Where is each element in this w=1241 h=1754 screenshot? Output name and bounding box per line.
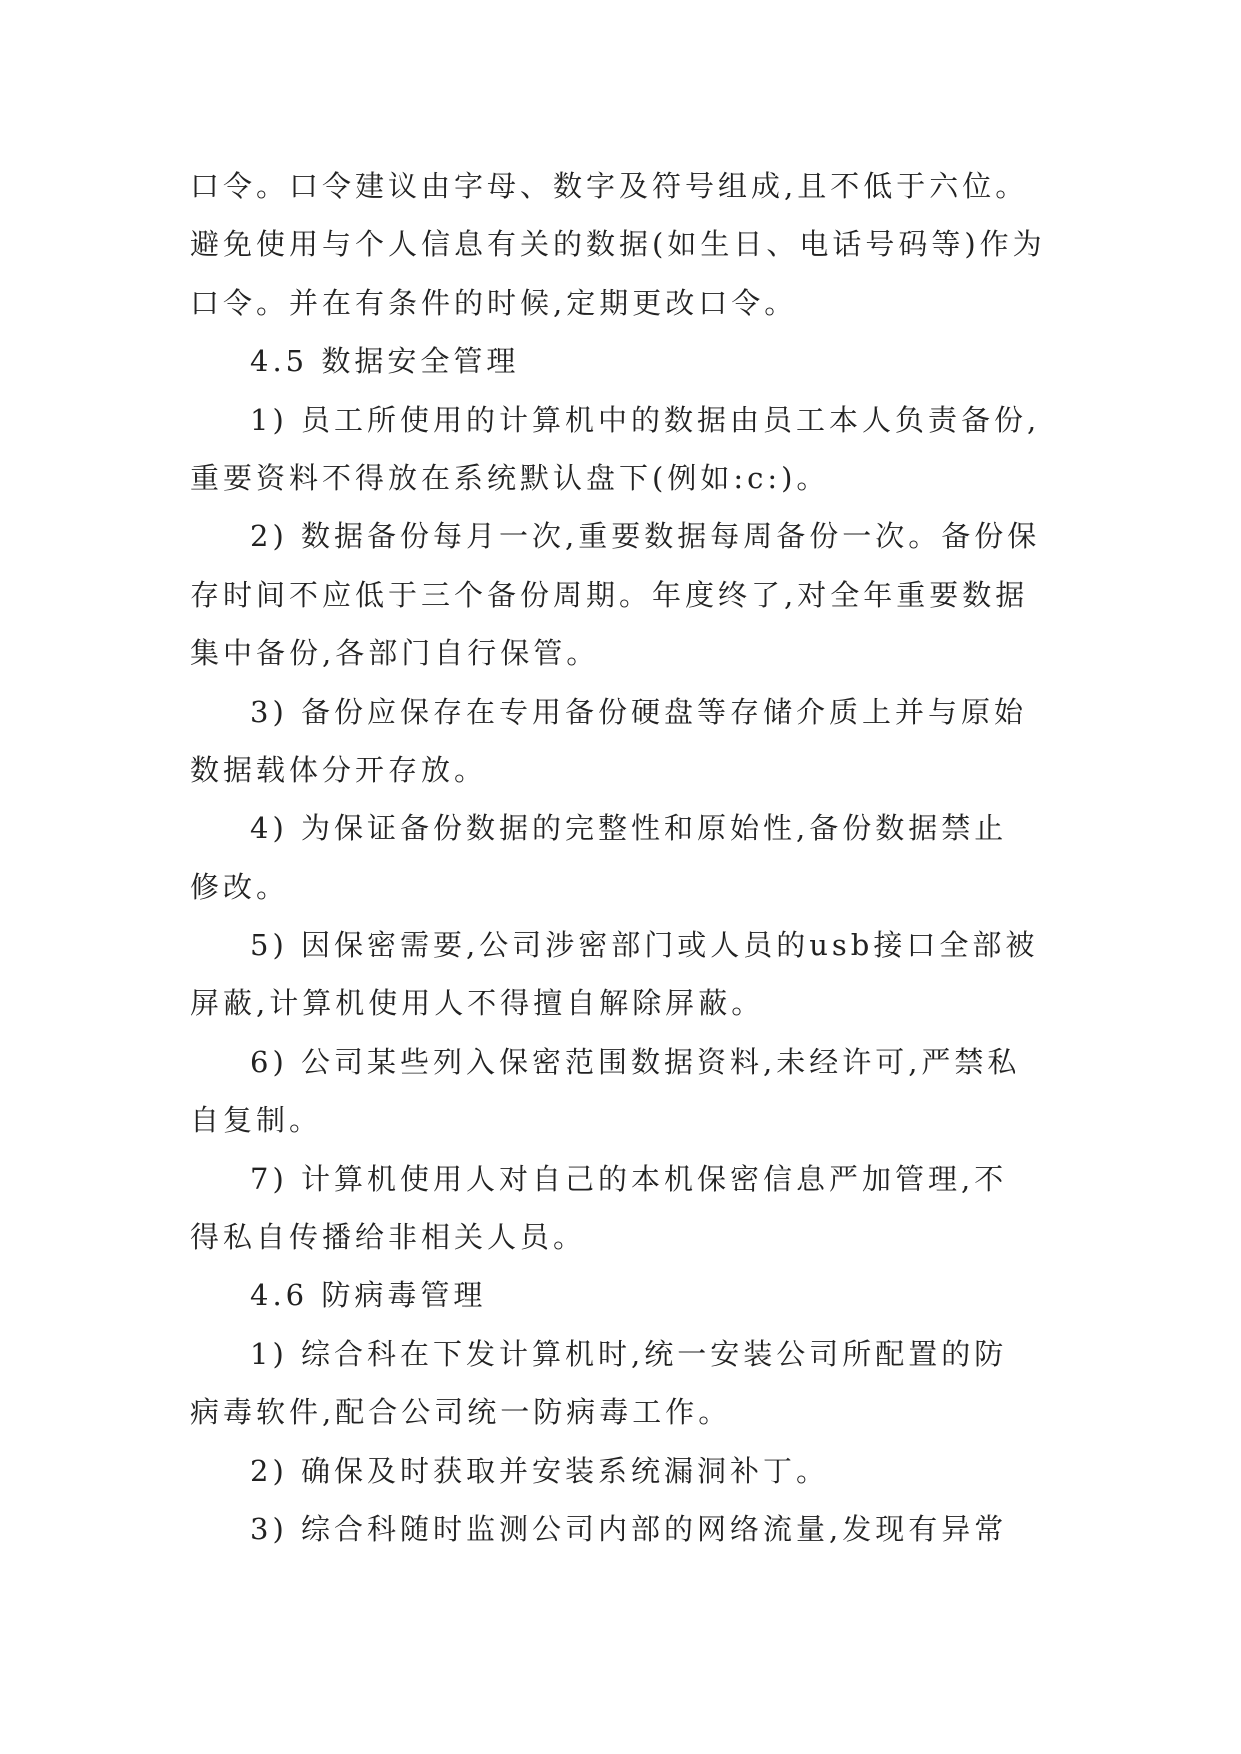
paragraph-start-line: 5) 因保密需要,公司涉密部门或人员的usb接口全部被 — [250, 928, 1039, 963]
paragraph-start-line: 4.5 数据安全管理 — [250, 344, 520, 379]
paragraph-start-line: 4) 为保证备份数据的完整性和原始性,备份数据禁止 — [250, 811, 1008, 846]
text-line: 口令。口令建议由字母、数字及符号组成,且不低于六位。 — [190, 169, 1029, 203]
text-line: 修改。 — [190, 869, 290, 904]
text-line: 屏蔽,计算机使用人不得擅自解除屏蔽。 — [190, 986, 765, 1021]
text-line: 自复制。 — [190, 1103, 323, 1138]
paragraph-start-line: 2) 确保及时获取并安装系统漏洞补丁。 — [250, 1453, 829, 1488]
paragraph-start-line: 1) 综合科在下发计算机时,统一安装公司所配置的防 — [250, 1336, 1008, 1371]
paragraph-start-line: 3) 备份应保存在专用备份硬盘等存储介质上并与原始 — [250, 694, 1027, 729]
paragraph-start-line: 6) 公司某些列入保密范围数据资料,未经许可,严禁私 — [250, 1044, 1021, 1079]
text-line: 口令。并在有条件的时候,定期更改口令。 — [190, 285, 798, 320]
paragraph-start-line: 4.6 防病毒管理 — [250, 1278, 487, 1313]
text-line: 避免使用与个人信息有关的数据(如生日、电话号码等)作为 — [190, 227, 1046, 262]
document-body — [190, 157, 1062, 1558]
paragraph-start-line: 2) 数据备份每月一次,重要数据每周备份一次。备份保 — [250, 519, 1041, 554]
paragraph-start-line: 3) 综合科随时监测公司内部的网络流量,发现有异常 — [250, 1511, 1008, 1546]
paragraph-start-line: 7) 计算机使用人对自己的本机保密信息严加管理,不 — [250, 1161, 1008, 1196]
paragraph-start-line: 1) 员工所使用的计算机中的数据由员工本人负责备份, — [250, 402, 1041, 437]
text-line: 得私自传播给非相关人员。 — [190, 1220, 587, 1255]
text-line: 集中备份,各部门自行保管。 — [190, 636, 600, 671]
text-line: 存时间不应低于三个备份周期。年度终了,对全年重要数据 — [190, 577, 1029, 612]
text-line: 重要资料不得放在系统默认盘下(例如:c:)。 — [190, 460, 830, 495]
text-line: 数据载体分开存放。 — [190, 752, 488, 787]
text-line: 病毒软件,配合公司统一防病毒工作。 — [190, 1395, 732, 1430]
